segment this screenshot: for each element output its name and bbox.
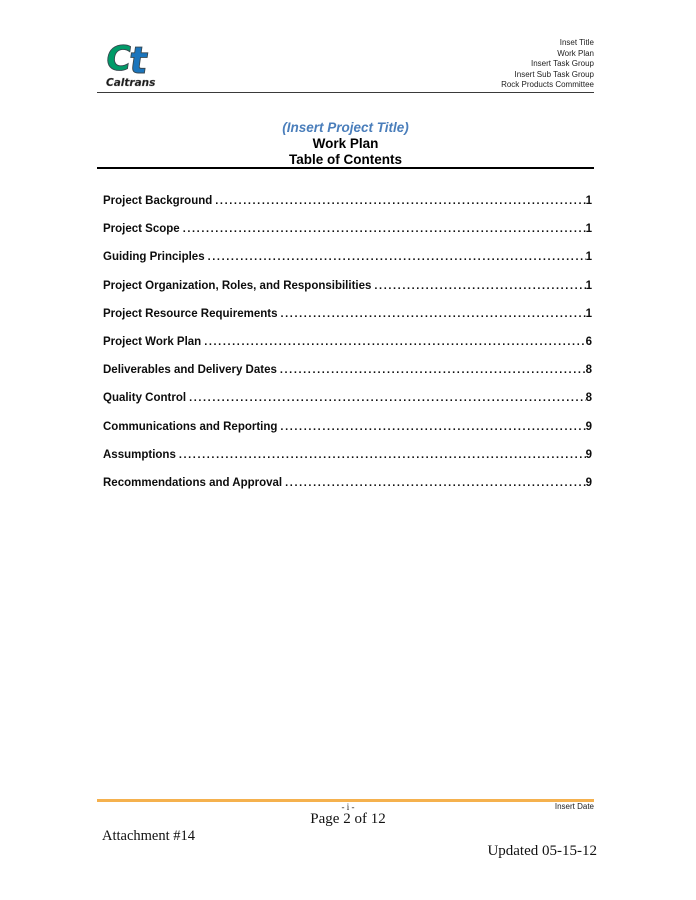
- toc-entry-page: 9: [585, 476, 592, 489]
- toc-entry-page: 1: [585, 307, 592, 320]
- toc-leader-dots: [179, 449, 586, 461]
- toc-entry: [103, 223, 592, 251]
- toc-entry-page: 9: [585, 420, 592, 433]
- header-meta: [501, 38, 594, 91]
- work-plan-title: Work Plan: [312, 136, 379, 151]
- toc-entry: [103, 364, 592, 392]
- toc-entry-page: 6: [585, 335, 592, 348]
- toc-entry: [103, 280, 592, 308]
- project-title-placeholder: (Insert Project Title): [282, 120, 409, 135]
- toc-entry-label: Quality Control: [103, 392, 187, 405]
- toc-leader-dots: [183, 223, 586, 235]
- toc-list: [103, 195, 592, 505]
- header-line-sub-task-group: Insert Sub Task Group: [514, 69, 594, 79]
- toc-entry-page: 1: [585, 195, 592, 207]
- toc-entry-page: 1: [585, 223, 592, 236]
- header-line-inset-title: Inset Title: [559, 38, 594, 47]
- toc-entry-label: Project Scope: [103, 223, 180, 236]
- toc-entry-label: Recommendations and Approval: [103, 476, 283, 489]
- toc-entry-page: 1: [585, 251, 592, 264]
- page-roman-numeral: - i -: [341, 802, 355, 812]
- toc-divider: [97, 167, 594, 169]
- header-line-task-group: Insert Task Group: [531, 59, 594, 69]
- toc-leader-dots: [280, 308, 585, 320]
- toc-leader-dots: [215, 195, 585, 207]
- table-of-contents-title: Table of Contents: [289, 152, 402, 167]
- toc-entry: [103, 195, 592, 223]
- caltrans-logo: [99, 38, 169, 88]
- toc-entry: [103, 336, 592, 364]
- header-line-work-plan: Work Plan: [557, 48, 594, 58]
- toc-entry: [103, 308, 592, 336]
- toc-entry: [103, 477, 592, 505]
- page-number-label: Page 2 of 12: [310, 811, 386, 827]
- toc-entry-label: Project Work Plan: [103, 335, 202, 348]
- toc-leader-dots: [280, 421, 585, 433]
- toc-entry-page: 8: [585, 392, 592, 405]
- svg-text:C: C: [103, 39, 134, 79]
- toc-entry: [103, 449, 592, 477]
- header-line-committee: Rock Products Committee: [501, 80, 594, 90]
- toc-entry-label: Project Background: [103, 195, 213, 207]
- toc-leader-dots: [189, 392, 586, 404]
- toc-entry: [103, 251, 592, 279]
- caltrans-ct-icon: [99, 38, 169, 88]
- toc-entry-label: Communications and Reporting: [103, 420, 278, 433]
- toc-leader-dots: [285, 477, 585, 489]
- toc-leader-dots: [208, 251, 586, 263]
- insert-date-label: Insert Date: [554, 802, 594, 811]
- toc-entry-page: 9: [585, 448, 592, 461]
- attachment-label: Attachment #14: [102, 828, 196, 844]
- toc-leader-dots: [374, 280, 585, 292]
- toc-entry-page: 1: [585, 279, 592, 292]
- updated-date-label: Updated 05-15-12: [487, 843, 597, 859]
- toc-entry-label: Assumptions: [103, 448, 176, 461]
- svg-text:t: t: [126, 38, 151, 82]
- caltrans-logo-text: Caltrans: [106, 77, 156, 88]
- toc-entry-label: Project Organization, Roles, and Responsibilities: [103, 279, 372, 292]
- toc-leader-dots: [204, 336, 585, 348]
- header-divider: [97, 92, 594, 93]
- toc-entry: [103, 421, 592, 449]
- title-block: [97, 119, 594, 168]
- toc-entry-label: Project Resource Requirements: [103, 307, 278, 320]
- toc-leader-dots: [280, 364, 586, 376]
- toc-entry-label: Guiding Principles: [103, 251, 205, 264]
- toc-entry-page: 8: [585, 364, 592, 377]
- toc-entry: [103, 392, 592, 420]
- toc-entry-label: Deliverables and Delivery Dates: [103, 364, 277, 377]
